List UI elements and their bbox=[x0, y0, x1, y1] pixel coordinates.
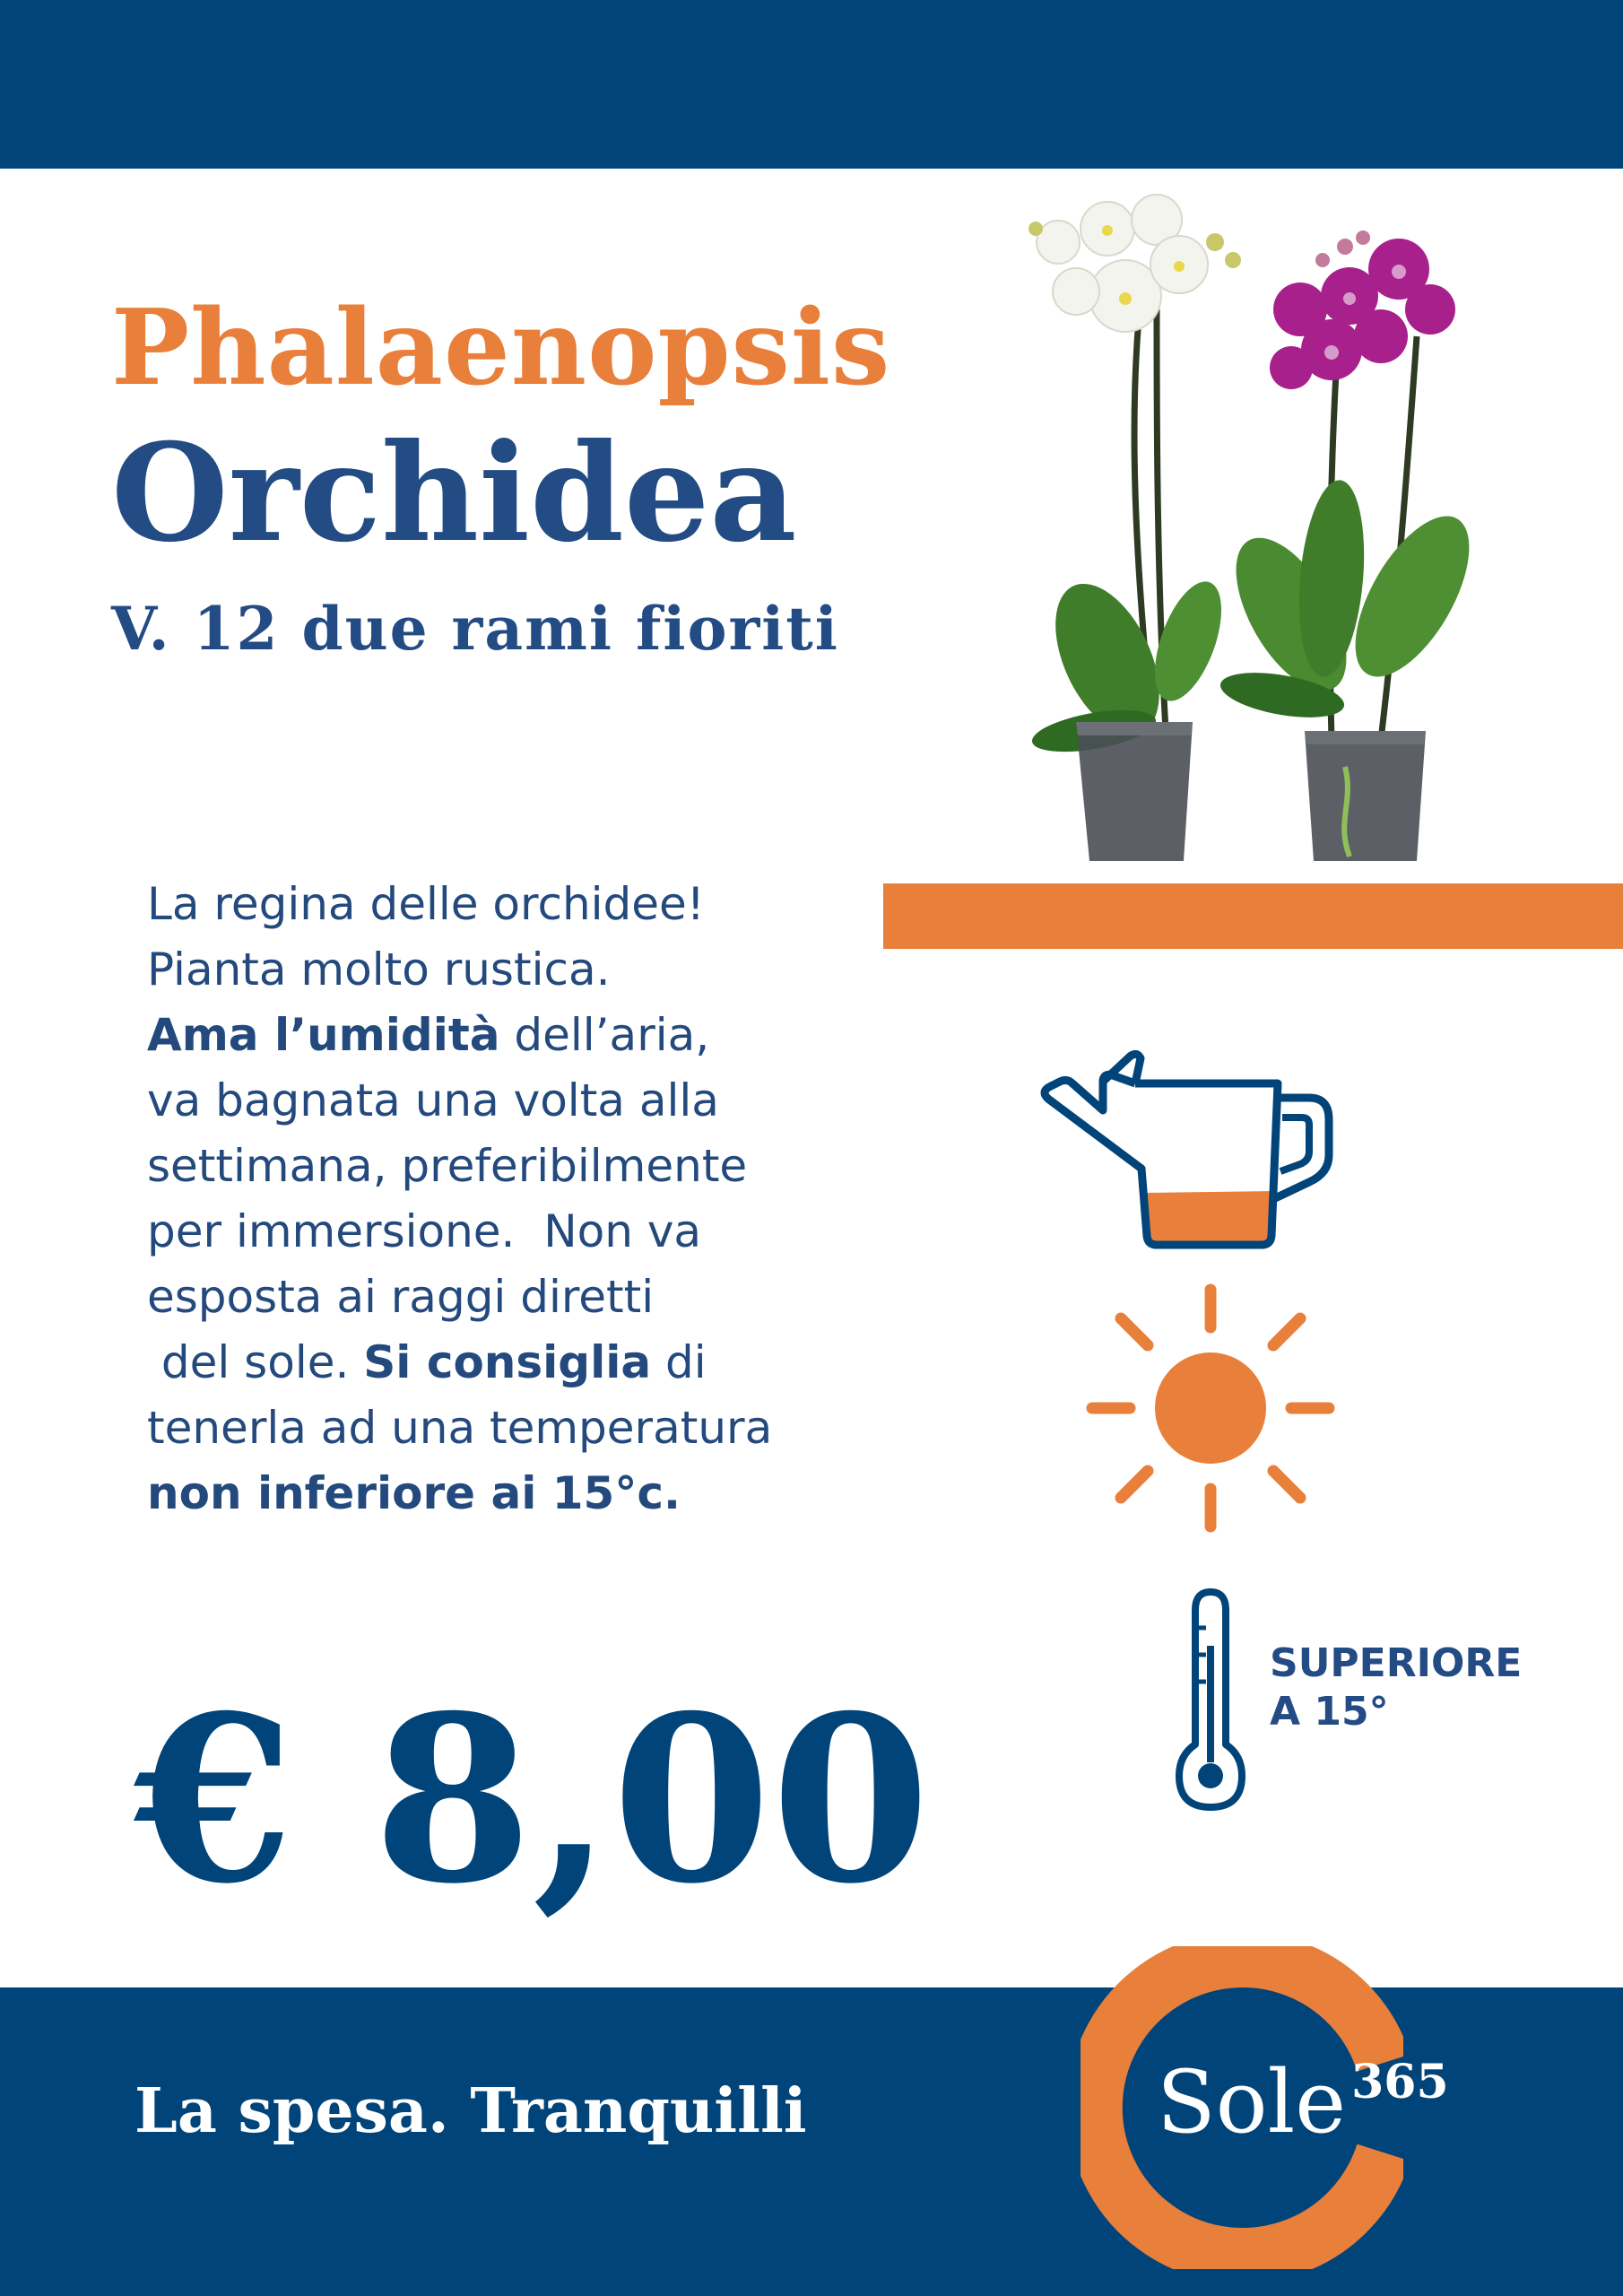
description-line bbox=[147, 1003, 864, 1068]
price: € 8,00 bbox=[135, 1666, 931, 1935]
description-line: Pianta molto rustica. bbox=[147, 944, 611, 996]
product-name-orchidea: Orchidea bbox=[111, 414, 797, 572]
description-bold-text: Si consiglia bbox=[363, 1336, 652, 1388]
orange-accent-bar bbox=[883, 883, 1623, 949]
product-description bbox=[147, 872, 864, 1526]
watering-can-icon bbox=[1040, 1048, 1345, 1254]
temperature-label-line: SUPERIORE bbox=[1270, 1640, 1523, 1686]
brand-superscript: 365 bbox=[1351, 2055, 1449, 2109]
orchid-plants-image bbox=[1022, 193, 1506, 874]
description-line: esposta ai raggi diretti bbox=[147, 1271, 655, 1323]
description-line: non inferiore ai 15°c. bbox=[147, 1467, 681, 1519]
thermometer-icon bbox=[1170, 1583, 1251, 1816]
description-line: La regina delle orchidee! bbox=[147, 878, 705, 930]
description-bold-text: Ama l’umidità bbox=[147, 1009, 500, 1061]
description-line: settimana, preferibilmente bbox=[147, 1140, 748, 1192]
description-line: tenerla ad una temperatura bbox=[147, 1402, 773, 1454]
temperature-label-line: A 15° bbox=[1270, 1689, 1389, 1735]
temperature-label bbox=[1270, 1639, 1522, 1736]
description-line: per immersione. Non va bbox=[147, 1205, 702, 1257]
description-line: va bagnata una volta alla bbox=[147, 1074, 719, 1126]
description-text: dell’aria, bbox=[499, 1009, 710, 1061]
description-line bbox=[147, 1330, 864, 1396]
footer-tagline: La spesa. Tranquilli bbox=[135, 2075, 807, 2147]
brand-name: Sole bbox=[1157, 2052, 1347, 2152]
product-name-phalaenopsis: Phalaenopsis bbox=[111, 287, 891, 409]
description-text: di bbox=[651, 1336, 707, 1388]
brand-logo bbox=[1157, 2052, 1449, 2152]
description-text: del sole. bbox=[147, 1336, 364, 1388]
product-variant: V. 12 due rami fioriti bbox=[111, 594, 839, 664]
sun-icon bbox=[1085, 1283, 1336, 1534]
top-band bbox=[0, 0, 1623, 169]
